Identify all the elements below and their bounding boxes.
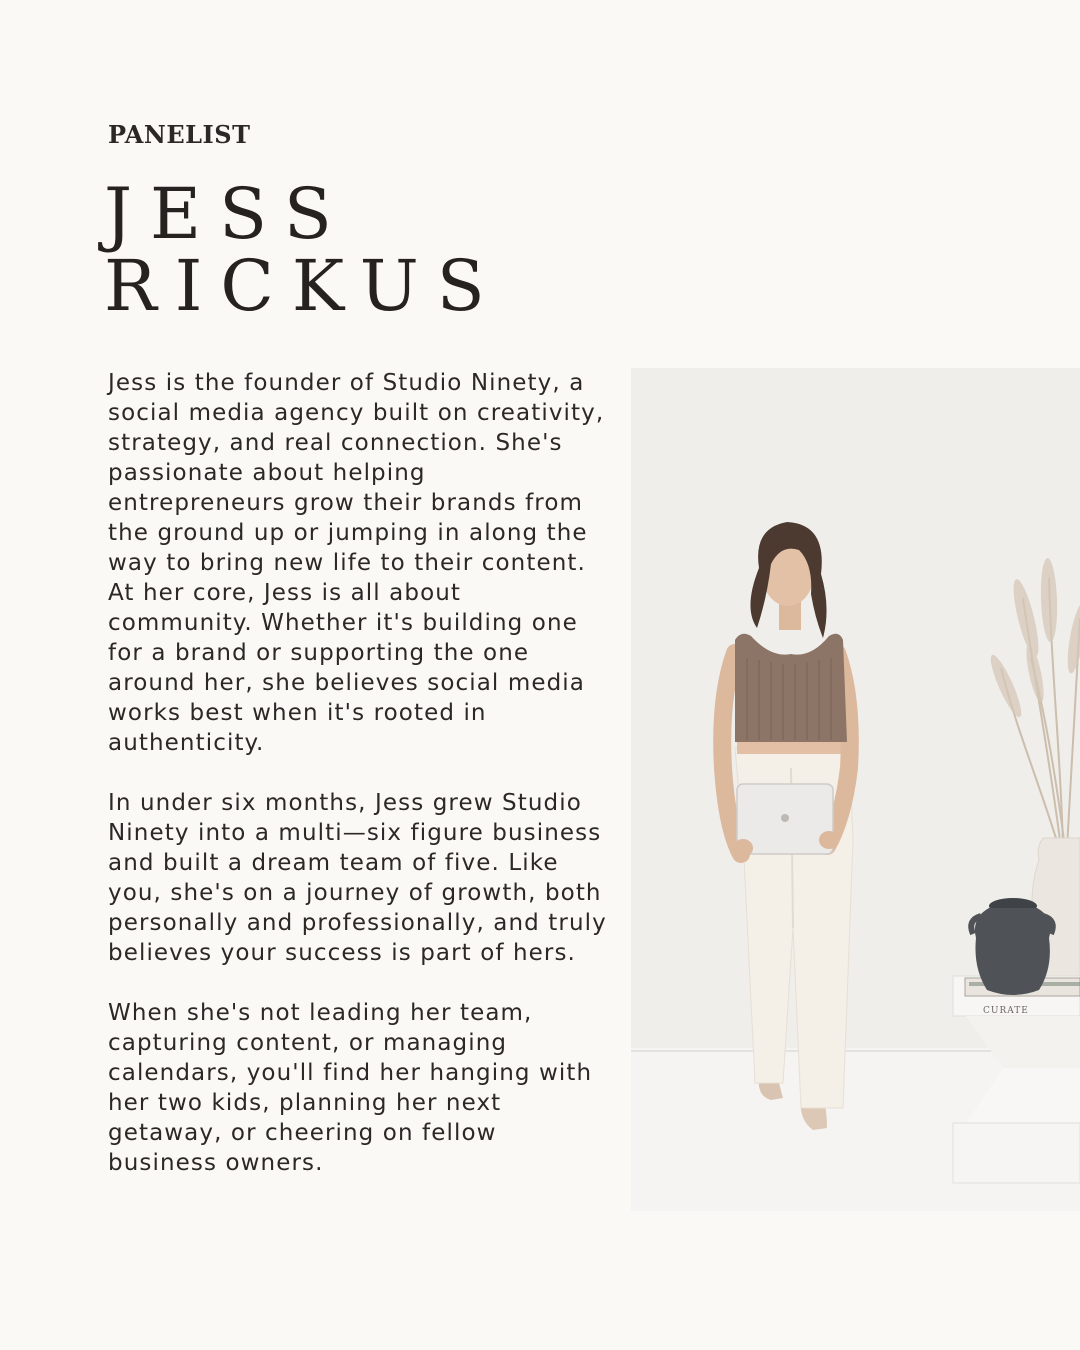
dark-vase	[971, 898, 1053, 995]
last-name: RICKUS	[104, 245, 503, 327]
first-name: JESS	[104, 173, 350, 255]
bio-paragraph-4: When she's not leading her team, capturing content, or managing calendars, you'll find her hanging with her two kids, planning her next getaway, or cheering on fellow business owners.	[108, 1000, 593, 1176]
book-spine: CURATE	[983, 1006, 1029, 1016]
bio-paragraph-1: Jess is the founder of Studio Ninety, a social media agency built on creativity, strategy, and real connection. She's passionate about helping entrepreneurs grow their brands from the ground up or jumping in along the way to bring new life to their content.	[108, 370, 605, 576]
bio-paragraph-2: At her core, Jess is all about community. Whether it's building one for a brand or supporting the one around her, she believes social media works best when it's rooted in authenticity.	[108, 580, 585, 756]
panelist-label: PANELIST	[108, 120, 251, 149]
bio	[108, 368, 608, 1178]
panelist-photo	[631, 368, 1080, 1211]
panelist-name	[104, 173, 503, 327]
bio-paragraph-3: In under six months, Jess grew Studio Ninety into a multi—six figure business and built a dream team of five. Like you, she's on a journey of growth, both personally and professionally, and truly believes your success is part of hers.	[108, 790, 607, 966]
